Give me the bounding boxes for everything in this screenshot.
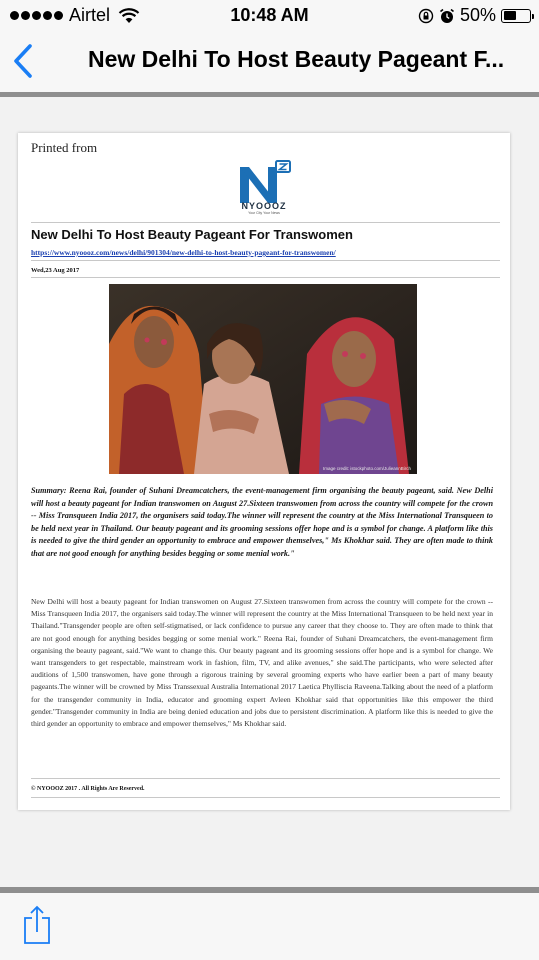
document-viewer[interactable] bbox=[0, 97, 539, 887]
chevron-left-icon[interactable] bbox=[10, 42, 36, 80]
divider bbox=[31, 222, 500, 223]
navigation-bar bbox=[0, 30, 539, 92]
divider bbox=[31, 778, 500, 779]
document-page bbox=[18, 133, 510, 810]
divider bbox=[31, 797, 500, 798]
article-photo bbox=[109, 284, 417, 474]
logo-tagline: Your City Your News bbox=[248, 211, 280, 215]
alarm-icon bbox=[439, 8, 455, 24]
status-right bbox=[418, 5, 531, 26]
battery-icon bbox=[501, 9, 531, 23]
page-title: New Delhi To Host Beauty Pageant F... bbox=[88, 46, 505, 72]
divider bbox=[31, 260, 500, 261]
copyright-notice: © NYOOOZ 2017 . All Rights Are Reserved. bbox=[31, 786, 145, 792]
article-url-link[interactable]: https://www.nyoooz.com/news/delhi/901304/new-delhi-to-host-beauty-pageant-for-transwomen/ bbox=[31, 248, 336, 257]
photo-illustration bbox=[109, 284, 417, 474]
logo-text: NYOOOZ bbox=[241, 201, 287, 211]
printed-from-label: Printed from bbox=[31, 140, 98, 155]
article-body: New Delhi will host a beauty pageant for Indian transwomen on August 27.Sixteen transwomen from across the country will compete for the crown -- Miss Transqueen India 2017, the organisers said today.The winner will represent the country at the Miss International Transqueen to be held next year in Thailand."Transgender people are often self-stigmatised, or lack confidence to pursue any career that they choose to. They are often made to think that are not good enough for anything besides begging or some menial work." Reena Rai, founder of Suhani Dreamcatchers, the event-management firm organising the beauty pageant, said."We want to change this. Our beauty pageant and its grooming sessions offer hope and is a symbol for change. We want transgenders to get respectable, mainstream work in fashion, film, TV, and alike avenues," she said.The participants, who were selected after auditions of 1,500 transwomen, have gone through a rigorous training by several grooming experts who have earlier been a part of many beauty pageants.The winner will be crowned by Miss Transsexual Australia International 2017 Laetica Phylliscia Raveena.Talking about the need of a platform for the transgender community in India, educator and grooming expert Avleen Khokhar said that opportunities like this empower the third gender."Transgender community in India are being denied education and jobs due to persistent discrimination. A platform like this is needed to give the third gender an opportunity to embrace and empower themselves," Ms Khokhar said. bbox=[31, 597, 493, 729]
carrier-name: Airtel bbox=[69, 5, 111, 25]
share-icon[interactable] bbox=[22, 905, 52, 945]
rotation-lock-icon bbox=[418, 8, 434, 24]
article-date: Wed,23 Aug 2017 bbox=[31, 267, 80, 274]
article-summary: Summary: Reena Rai, founder of Suhani Dreamcatchers, the event-management firm organising the beauty pageant, said. New Delhi will host a beauty pageant for Indian transwomen on August 27.Sixteen transwomen from across the country will compete for the crown -- Miss Transqueen India 2017, the organisers said today.The winner will represent the country at the Miss International Transqueen to be held next year in Thailand. Our beauty pageant and its grooming sessions offer hope and is a symbol for change. A platform like this is needed to give the third gender an opportunity to embrace and empower themselves," Ms Khokhar said. They are often made to think that are not good enough for anything besides begging or some menial work." bbox=[31, 486, 493, 558]
battery-level bbox=[504, 11, 517, 20]
article-title: New Delhi To Host Beauty Pageant For Transwomen bbox=[31, 227, 353, 242]
divider bbox=[31, 277, 500, 278]
bottom-toolbar bbox=[0, 893, 539, 960]
status-bar bbox=[0, 0, 539, 30]
status-time: 10:48 AM bbox=[230, 5, 309, 25]
battery-percent: 50% bbox=[459, 5, 496, 25]
photo-credit: Image credit: istockphoto.com/JulieannBirch bbox=[322, 466, 411, 471]
